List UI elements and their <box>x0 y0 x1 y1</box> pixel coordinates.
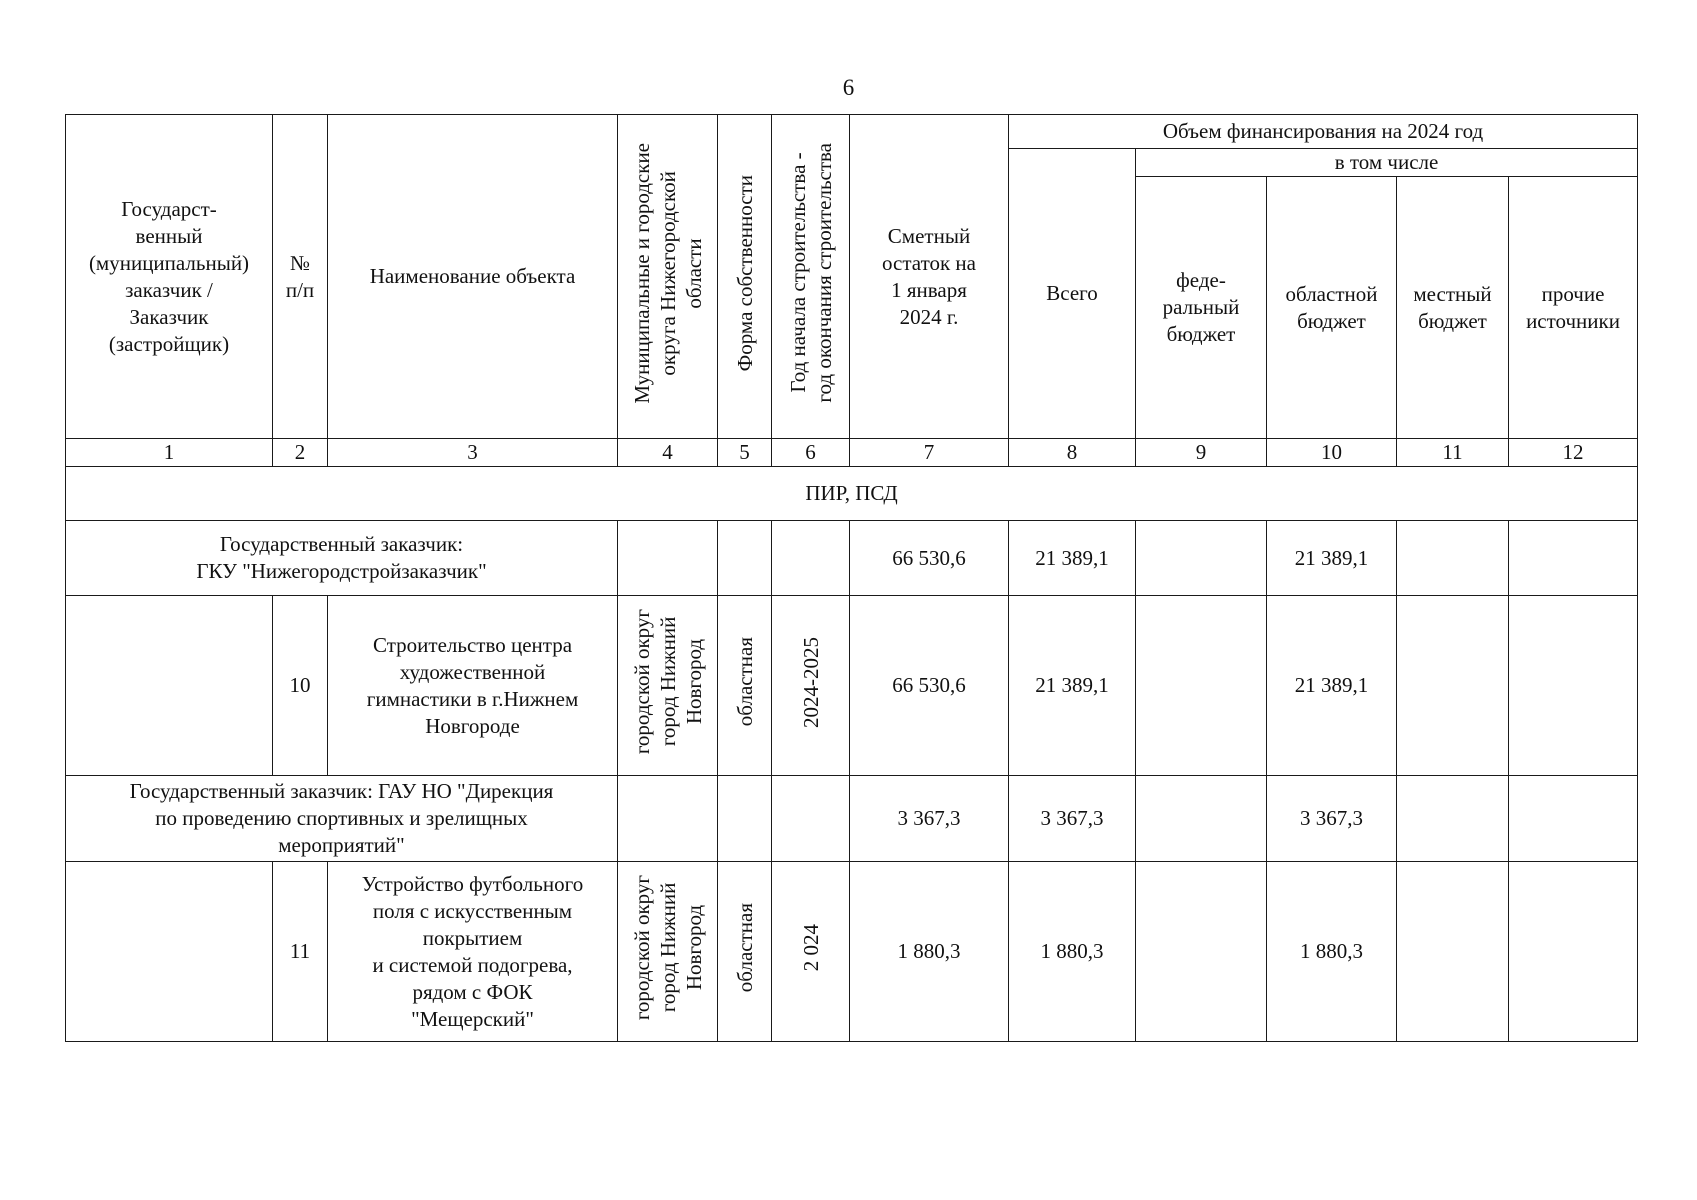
column-numbers-row <box>66 439 1638 467</box>
empty-cell <box>718 521 772 596</box>
header-customer: Государст- венный (муниципальный) заказчик / Заказчик (застройщик) <box>66 115 273 439</box>
item-years <box>772 862 850 1042</box>
item-estimate: 1 880,3 <box>850 862 1009 1042</box>
empty-cell <box>718 776 772 862</box>
item-total: 1 880,3 <box>1009 862 1136 1042</box>
item-years-text: 2 024 <box>798 924 823 972</box>
header-local: местный бюджет <box>1397 177 1509 439</box>
column-number: 4 <box>618 439 718 467</box>
header-regional: областной бюджет <box>1267 177 1397 439</box>
empty-cell <box>618 776 718 862</box>
item-regional: 21 389,1 <box>1267 596 1397 776</box>
group-federal <box>1136 521 1267 596</box>
group-total: 21 389,1 <box>1009 521 1136 596</box>
item-regional: 1 880,3 <box>1267 862 1397 1042</box>
empty-cell <box>66 862 273 1042</box>
item-other <box>1509 862 1638 1042</box>
section-title: ПИР, ПСД <box>66 467 1638 521</box>
header-years-text: Год начала строительства - год окончания строительства <box>785 143 836 403</box>
item-num: 11 <box>273 862 328 1042</box>
item-row <box>66 596 1638 776</box>
item-row <box>66 862 1638 1042</box>
item-other <box>1509 596 1638 776</box>
item-municipality <box>618 862 718 1042</box>
item-ownership-text: областная <box>732 637 757 727</box>
column-number: 1 <box>66 439 273 467</box>
item-federal <box>1136 862 1267 1042</box>
group-local <box>1397 521 1509 596</box>
group-other <box>1509 521 1638 596</box>
header-total: Всего <box>1009 149 1136 439</box>
item-estimate: 66 530,6 <box>850 596 1009 776</box>
column-number: 8 <box>1009 439 1136 467</box>
item-num: 10 <box>273 596 328 776</box>
header-federal: феде- ральный бюджет <box>1136 177 1267 439</box>
header-num: № п/п <box>273 115 328 439</box>
item-local <box>1397 862 1509 1042</box>
group-customer: Государственный заказчик: ГКУ "Нижегородстройзаказчик" <box>66 521 618 596</box>
header-row-1 <box>66 115 1638 149</box>
item-years-text: 2024-2025 <box>798 636 823 728</box>
item-name: Строительство центра художественной гимнастики в г.Нижнем Новгороде <box>328 596 618 776</box>
header-ownership-text: Форма собственности <box>732 174 757 372</box>
item-local <box>1397 596 1509 776</box>
item-federal <box>1136 596 1267 776</box>
item-municipality <box>618 596 718 776</box>
column-number: 5 <box>718 439 772 467</box>
column-number: 9 <box>1136 439 1267 467</box>
item-name: Устройство футбольного поля с искусственным покрытием и системой подогрева, рядом с ФОК "Мещерский" <box>328 862 618 1042</box>
item-years <box>772 596 850 776</box>
group-regional: 3 367,3 <box>1267 776 1397 862</box>
header-including: в том числе <box>1136 149 1638 177</box>
group-row <box>66 521 1638 596</box>
group-local <box>1397 776 1509 862</box>
page-number: 6 <box>842 75 855 100</box>
group-total: 3 367,3 <box>1009 776 1136 862</box>
empty-cell <box>772 521 850 596</box>
item-ownership <box>718 862 772 1042</box>
item-ownership <box>718 596 772 776</box>
item-municipality-text: городской округ город Нижний Новгород <box>629 875 706 1021</box>
empty-cell <box>66 596 273 776</box>
group-regional: 21 389,1 <box>1267 521 1397 596</box>
section-row <box>66 467 1638 521</box>
funding-table <box>65 114 1638 1042</box>
empty-cell <box>772 776 850 862</box>
header-funding-volume: Объем финансирования на 2024 год <box>1009 115 1638 149</box>
header-ownership <box>718 115 772 439</box>
column-number: 12 <box>1509 439 1638 467</box>
group-customer: Государственный заказчик: ГАУ НО "Дирекция по проведению спортивных и зрелищных мероприятий" <box>66 776 618 862</box>
header-other: прочие источники <box>1509 177 1638 439</box>
item-ownership-text: областная <box>732 903 757 993</box>
header-years <box>772 115 850 439</box>
group-other <box>1509 776 1638 862</box>
item-total: 21 389,1 <box>1009 596 1136 776</box>
item-municipality-text: городской округ город Нижний Новгород <box>629 609 706 755</box>
group-federal <box>1136 776 1267 862</box>
column-number: 11 <box>1397 439 1509 467</box>
empty-cell <box>618 521 718 596</box>
column-number: 6 <box>772 439 850 467</box>
column-number: 7 <box>850 439 1009 467</box>
header-object-name: Наименование объекта <box>328 115 618 439</box>
column-number: 10 <box>1267 439 1397 467</box>
group-estimate: 3 367,3 <box>850 776 1009 862</box>
column-number: 3 <box>328 439 618 467</box>
header-municipality <box>618 115 718 439</box>
column-number: 2 <box>273 439 328 467</box>
header-municipality-text: Муниципальные и городские округа Нижегородской области <box>629 142 706 404</box>
group-row <box>66 776 1638 862</box>
group-estimate: 66 530,6 <box>850 521 1009 596</box>
header-estimate-balance: Сметный остаток на 1 января 2024 г. <box>850 115 1009 439</box>
